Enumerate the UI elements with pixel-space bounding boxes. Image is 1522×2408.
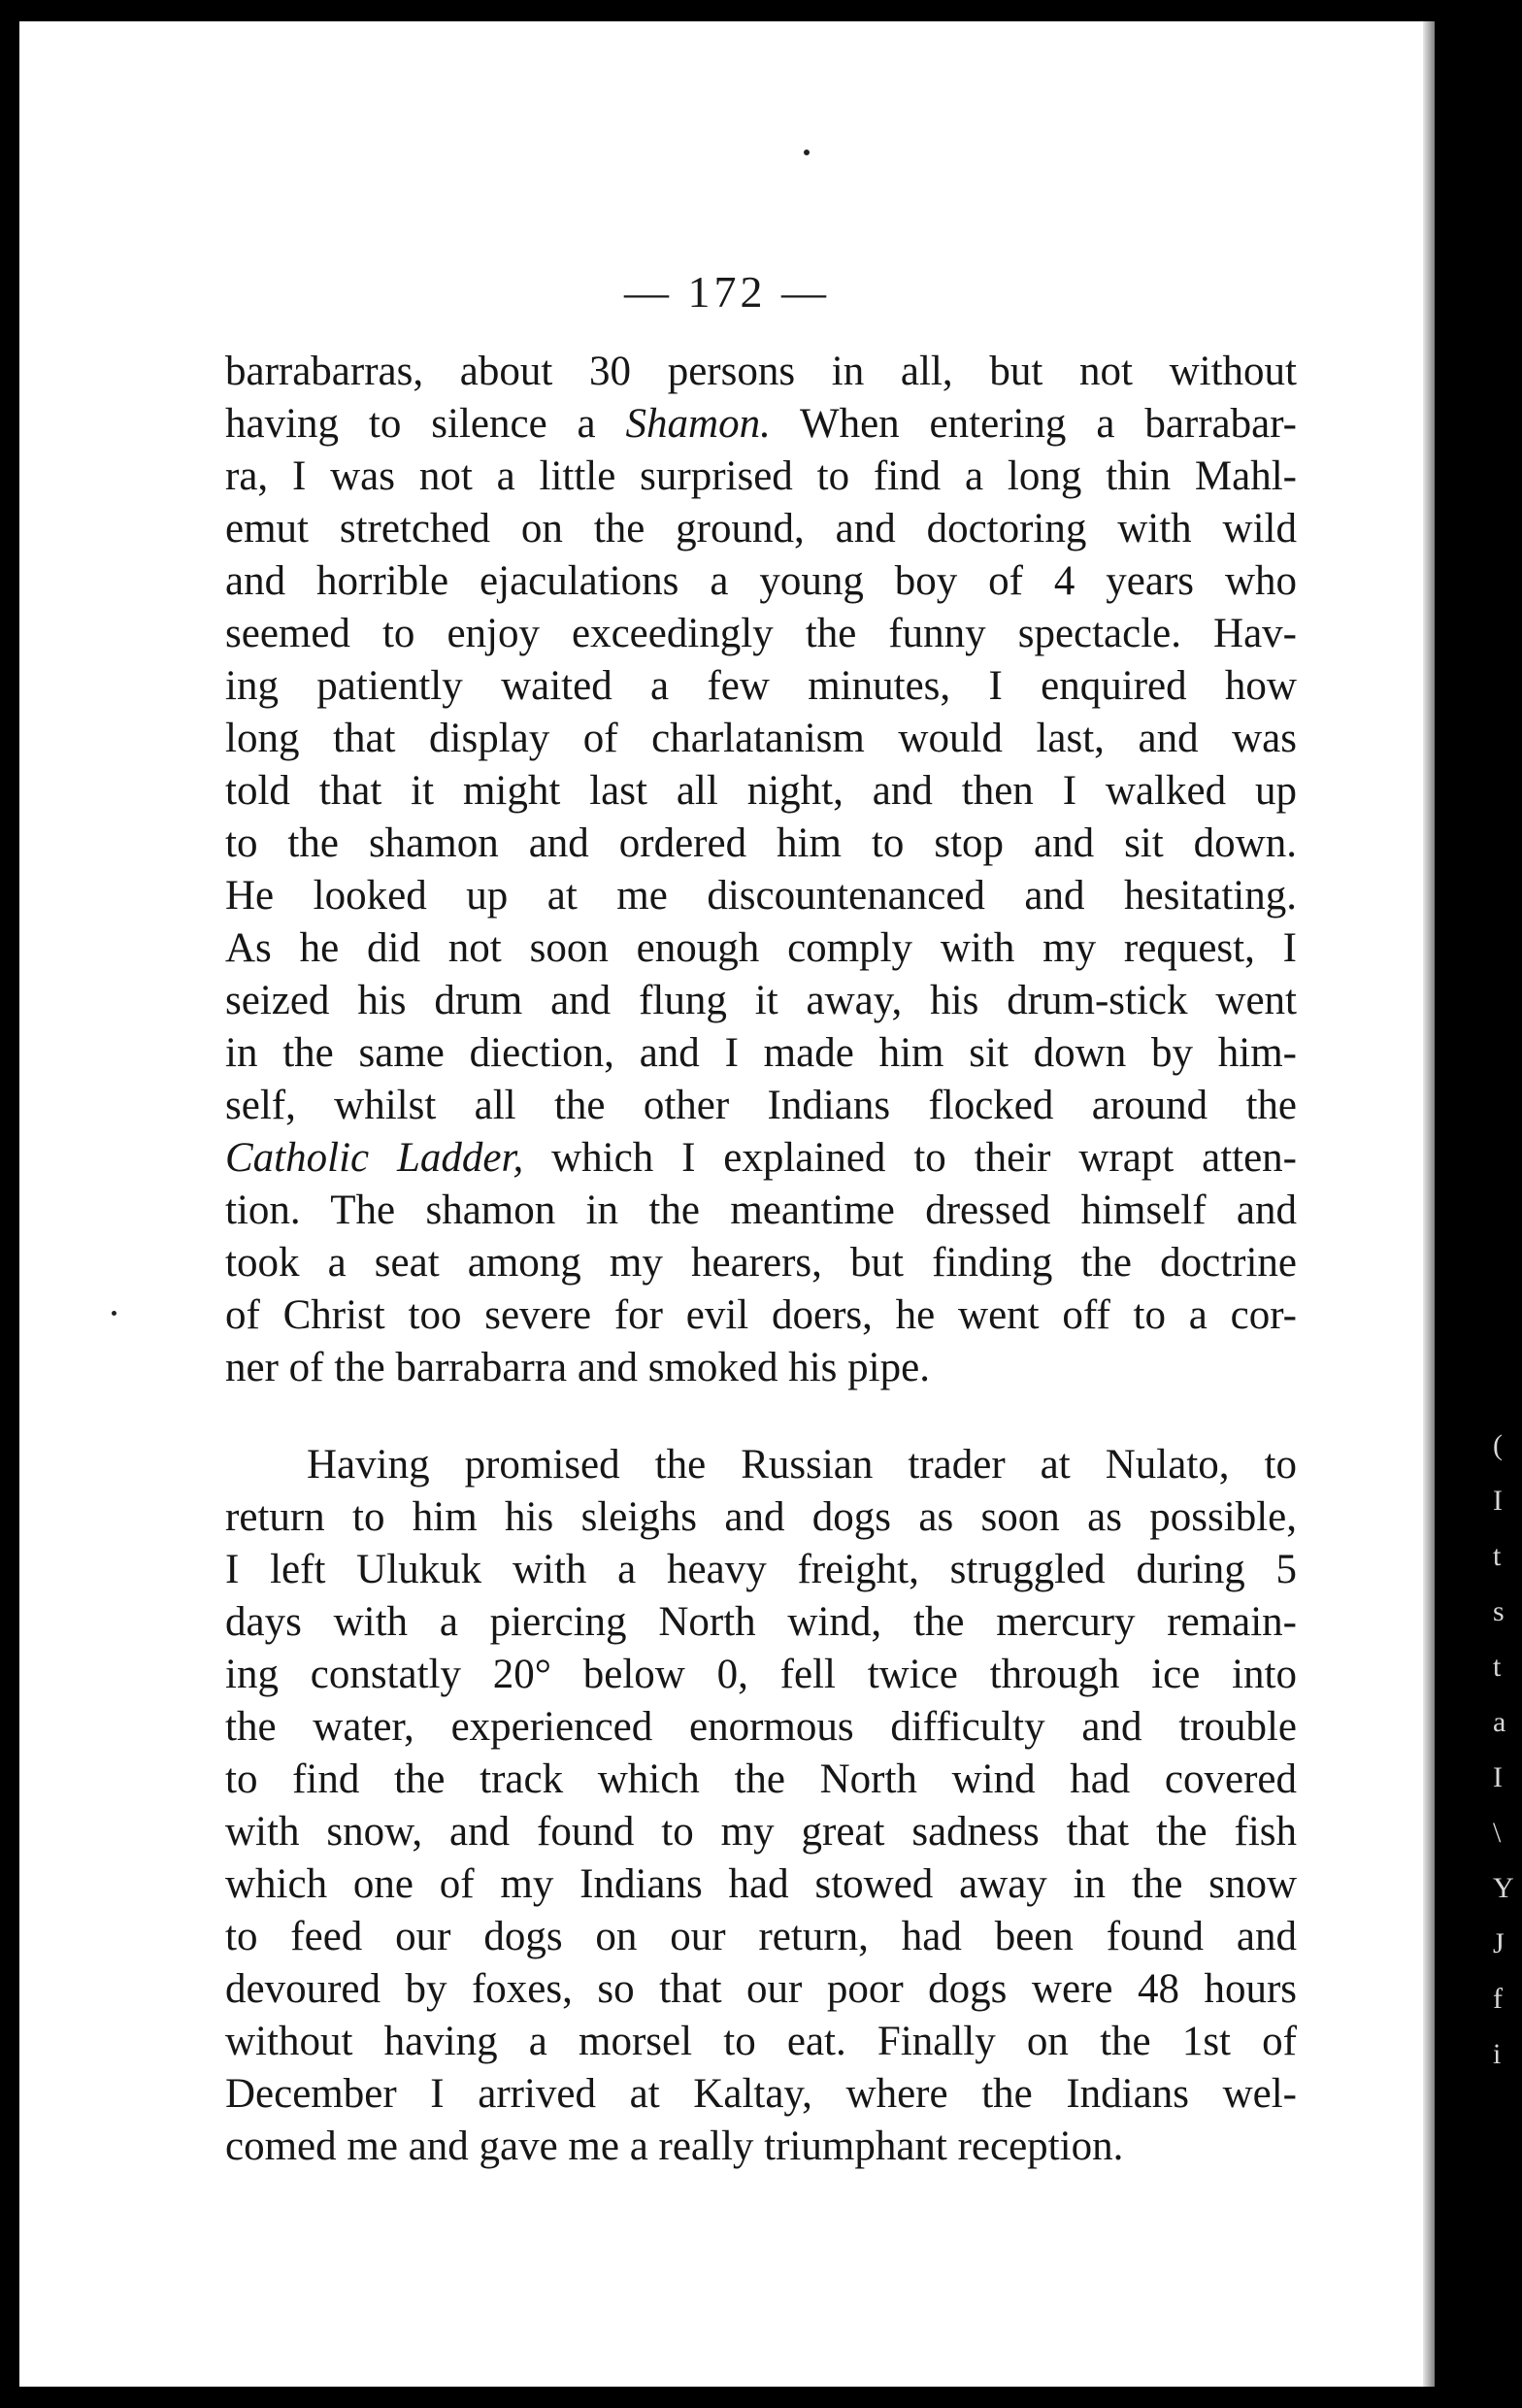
- text-line: took a seat among my hearers, but finding the doctrine: [225, 1240, 1297, 1286]
- italic-phrase: Catholic Ladder,: [225, 1135, 524, 1181]
- text-line: self, whilst all the other Indians flocked around the: [225, 1083, 1297, 1128]
- bleed-char: f: [1493, 1983, 1503, 2015]
- ink-speck: [804, 150, 810, 155]
- paper-sheet: [19, 21, 1435, 2387]
- text-line: without having a morsel to eat. Finally on the 1st of: [225, 2019, 1297, 2064]
- text-line: ing patiently waited a few minutes, I enquired how: [225, 663, 1297, 709]
- text-line: He looked up at me discountenanced and hesitating.: [225, 873, 1297, 919]
- bleed-char: a: [1493, 1706, 1506, 1738]
- text-line: I left Ulukuk with a heavy freight, struggled during 5: [225, 1547, 1297, 1592]
- text-line: long that display of charlatanism would last, and was: [225, 716, 1297, 761]
- italic-phrase: Shamon.: [625, 401, 771, 447]
- bleed-char: (: [1493, 1429, 1503, 1461]
- text-line: ner of the barrabarra and smoked his pipe.: [225, 1345, 930, 1390]
- text-line: tion. The shamon in the meantime dressed himself and: [225, 1187, 1297, 1233]
- body-text: [225, 346, 1297, 2173]
- bleed-char: t: [1493, 1540, 1502, 1572]
- bleed-char: I: [1493, 1485, 1503, 1517]
- text-line: in the same diection, and I made him sit down by him-: [225, 1030, 1297, 1076]
- text-line: to find the track which the North wind had covered: [225, 1756, 1297, 1802]
- bleed-char: J: [1493, 1927, 1505, 1959]
- text-line: and horrible ejaculations a young boy of 4 years who: [225, 558, 1297, 604]
- text-line: emut stretched on the ground, and doctoring with wild: [225, 506, 1297, 552]
- text-line: with snow, and found to my great sadness that the fish: [225, 1809, 1297, 1855]
- text-line: return to him his sleighs and dogs as soon as possible,: [225, 1494, 1297, 1540]
- text-line: ra, I was not a little surprised to find a long thin Mahl-: [225, 453, 1297, 499]
- text-line: barrabarras, about 30 persons in all, but not without: [225, 349, 1297, 394]
- bleed-char: Y: [1493, 1872, 1514, 1904]
- text-line: having to silence a Shamon. When entering a barrabar-: [225, 401, 1297, 447]
- text-line: seized his drum and flung it away, his drum-stick went: [225, 978, 1297, 1023]
- bleed-char: \: [1493, 1817, 1502, 1849]
- ink-speck: [112, 1311, 116, 1316]
- text-line: devoured by foxes, so that our poor dogs were 48 hours: [225, 1966, 1297, 2012]
- text-line: the water, experienced enormous difficulty and trouble: [225, 1704, 1297, 1750]
- text-line: ing constatly 20° below 0, fell twice through ice into: [225, 1652, 1297, 1697]
- page-number: — 172 —: [624, 267, 830, 317]
- bleed-char: s: [1493, 1595, 1505, 1627]
- facing-page-bleed-text: [1493, 1418, 1522, 2082]
- bleed-char: I: [1493, 1761, 1503, 1793]
- text-line: days with a piercing North wind, the mercury remain-: [225, 1599, 1297, 1645]
- bleed-char: i: [1493, 2038, 1502, 2070]
- text-line: to the shamon and ordered him to stop and sit down.: [225, 820, 1297, 866]
- text-line: to feed our dogs on our return, had been found and: [225, 1914, 1297, 1959]
- text-line: told that it might last all night, and then I walked up: [225, 768, 1297, 814]
- text-line: As he did not soon enough comply with my request, I: [225, 925, 1297, 971]
- text-line: which one of my Indians had stowed away in the snow: [225, 1861, 1297, 1907]
- text-line: Catholic Ladder, which I explained to their wrapt atten-: [225, 1135, 1298, 1181]
- bleed-char: t: [1493, 1651, 1502, 1683]
- text-line: comed me and gave me a really triumphant reception.: [225, 2124, 1124, 2169]
- paragraph-gap: [225, 1394, 1297, 1439]
- text-line: December I arrived at Kaltay, where the Indians wel-: [225, 2071, 1297, 2117]
- text-line: Having promised the Russian trader at Nulato, to: [307, 1442, 1297, 1488]
- text-line: of Christ too severe for evil doers, he went off to a cor-: [225, 1292, 1297, 1338]
- text-line: seemed to enjoy exceedingly the funny spectacle. Hav-: [225, 611, 1297, 656]
